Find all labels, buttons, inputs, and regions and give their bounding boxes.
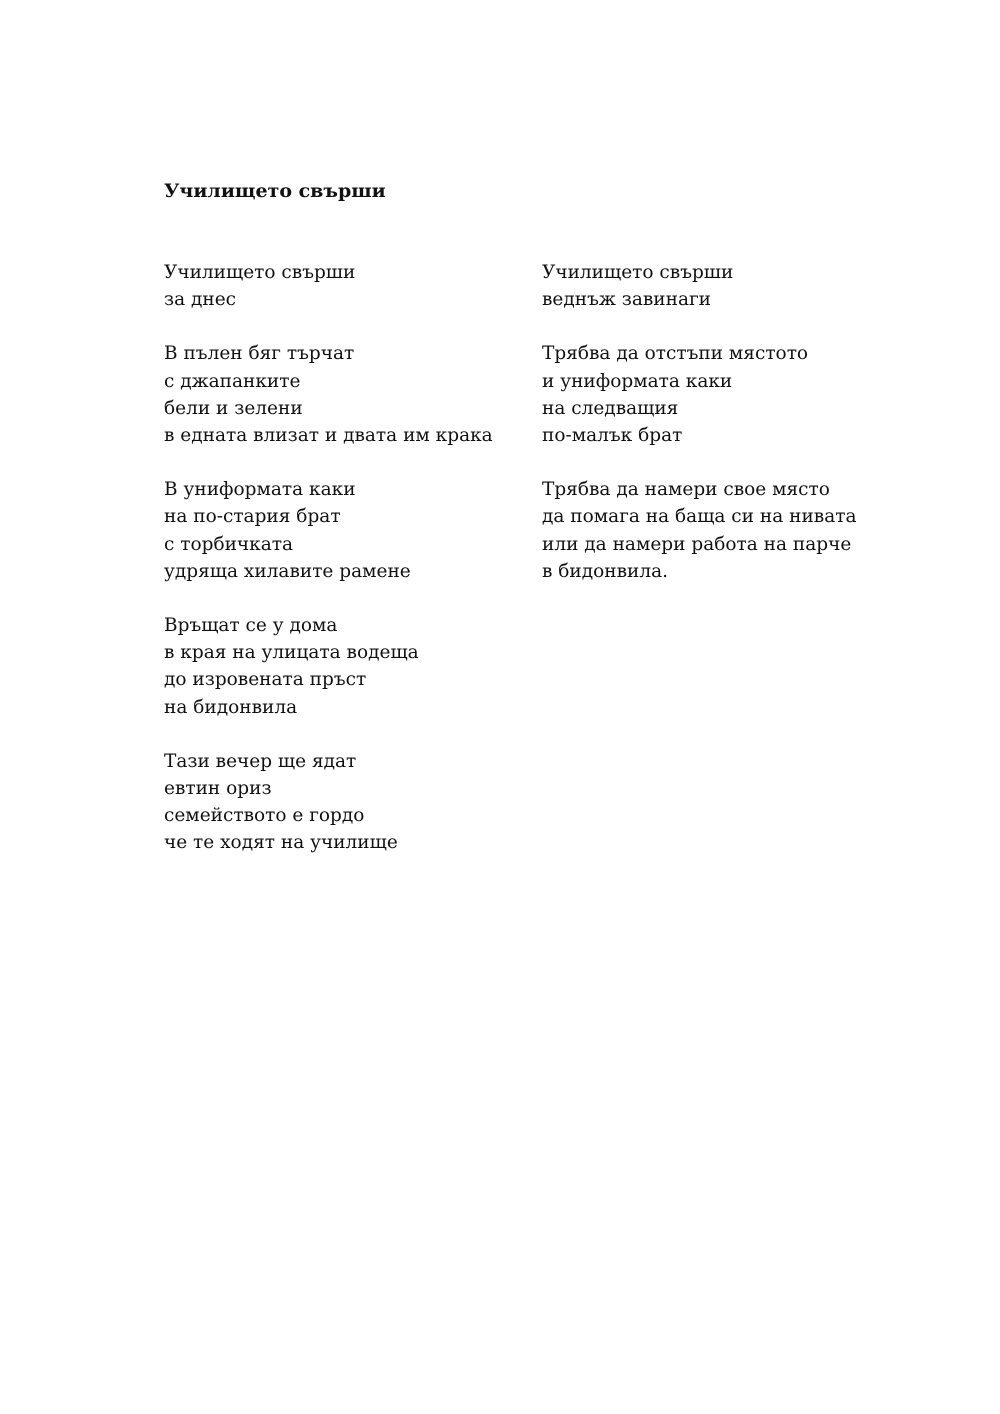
poem-line: В униформата каки [164, 479, 356, 501]
poem-line: Трябва да намери свое място [542, 479, 830, 501]
stanza [164, 476, 504, 585]
left-column [164, 259, 504, 884]
stanza [542, 340, 862, 449]
poem-line: в края на улицата водеща [164, 642, 419, 664]
poem-line: на бидонвила [164, 696, 298, 718]
poem-line: Трябва да отстъпи мястото [542, 343, 809, 365]
poem-line: на по-стария брат [164, 506, 341, 528]
poem-line: в едната влизат и двата им крака [164, 425, 493, 447]
stanza [164, 748, 504, 857]
poem-line: или да намери работа на парче [542, 533, 852, 555]
poem-line: евтин ориз [164, 778, 272, 800]
poem-title: Училището свърши [164, 180, 386, 202]
poem-line: до изровената пръст [164, 669, 367, 691]
poem-line: веднъж завинаги [542, 289, 712, 311]
stanza [164, 259, 504, 313]
poem-line: удряща хилавите рамене [164, 560, 411, 582]
poem-line: В пълен бяг търчат [164, 343, 355, 365]
poem-line: семейството е гордо [164, 805, 365, 827]
poem-line: и униформата каки [542, 370, 733, 392]
stanza [542, 476, 862, 585]
poem-line: на следващия [542, 397, 679, 419]
stanza [542, 259, 862, 313]
poem-line: за днес [164, 289, 237, 311]
poem-line: Училището свърши [542, 262, 734, 283]
poem-line: Училището свърши [164, 262, 356, 283]
poem-line: че те ходят на училище [164, 832, 398, 854]
poem-line: бели и зелени [164, 397, 303, 419]
poem-line: с торбичката [164, 533, 294, 555]
stanza [164, 340, 504, 449]
stanza [164, 612, 504, 721]
poem-line: Тази вечер ще ядат [164, 750, 357, 772]
poem-line: по-малък брат [542, 425, 683, 447]
poem-line: с джапанките [164, 370, 301, 392]
right-column [542, 259, 862, 612]
poem-line: да помага на баща си на нивата [542, 506, 857, 528]
poem-line: в бидонвила. [542, 560, 669, 582]
poem-line: Връщат се у дома [164, 615, 338, 637]
